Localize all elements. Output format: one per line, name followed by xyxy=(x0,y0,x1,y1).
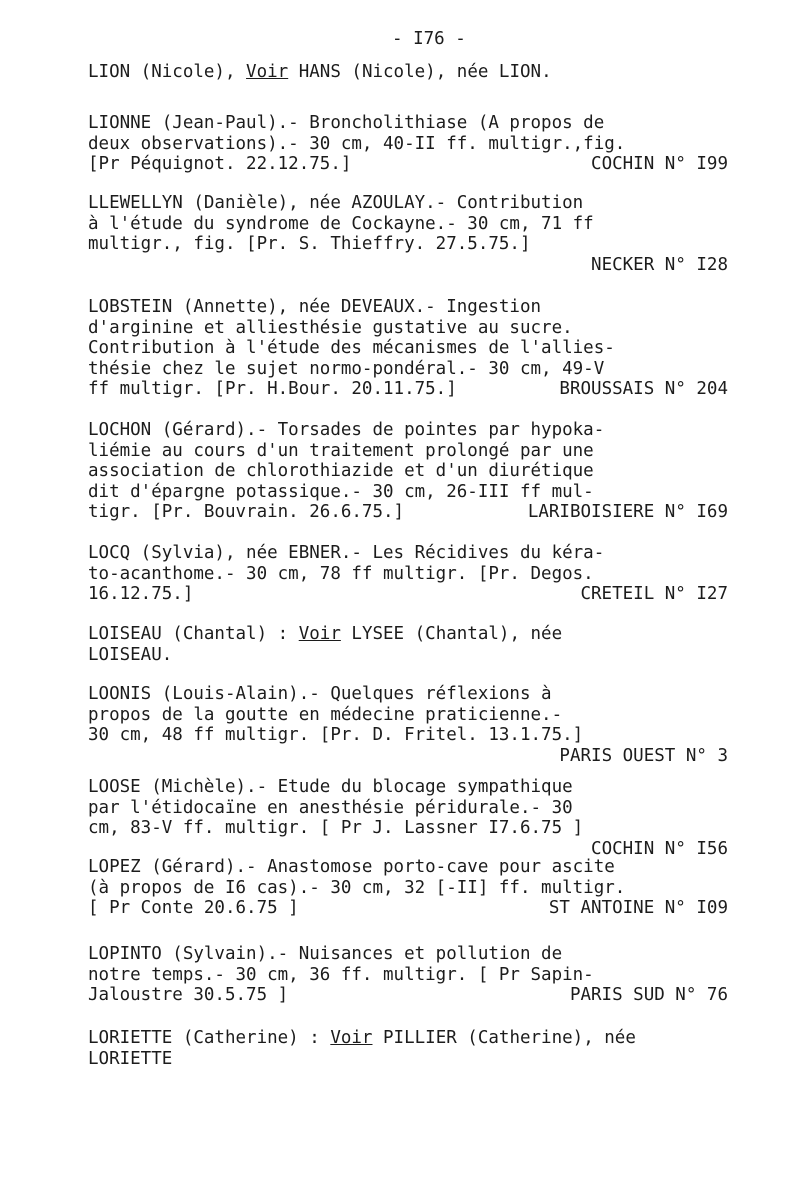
entry-llewellyn xyxy=(88,193,728,275)
entry-text: LORIETTE xyxy=(88,1048,173,1069)
entry-line xyxy=(88,502,728,523)
entry-line xyxy=(88,379,728,400)
entry-lobstein xyxy=(88,297,728,400)
entry-text: LOCHON (Gérard).- Torsades de pointes par hypoka- xyxy=(88,420,605,440)
entry-text: notre temps.- 30 cm, 36 ff. multigr. [ Pr Sapin- xyxy=(88,964,594,985)
entry-line xyxy=(88,584,728,605)
entry-text: deux observations).- 30 cm, 40-II ff. multigr.,fig. xyxy=(88,133,626,154)
entry-text: tigr. [Pr. Bouvrain. 26.6.75.] xyxy=(88,502,405,522)
entry-line xyxy=(88,1049,728,1070)
entry-text: association de chlorothiazide et d'un diurétique xyxy=(88,461,594,481)
entry-text: (à propos de I6 cas).- 30 cm, 32 [-II] ff. multigr. xyxy=(88,877,626,898)
location-shelfmark: ST ANTOINE N° I09 xyxy=(548,898,728,918)
entry-line xyxy=(88,684,728,705)
entry-loriette xyxy=(88,1028,728,1069)
entry-line xyxy=(88,944,728,965)
entry-line xyxy=(88,985,728,1006)
entry-line xyxy=(88,113,728,134)
entry-line xyxy=(88,154,728,175)
entry-line xyxy=(88,214,728,235)
entry-line xyxy=(88,134,728,155)
entry-text: Jaloustre 30.5.75 ] xyxy=(88,985,289,1005)
entry-text: to-acanthome.- 30 cm, 78 ff multigr. [Pr. Degos. xyxy=(88,563,594,584)
entry-line xyxy=(88,297,728,318)
entry-lionne xyxy=(88,113,728,175)
entry-line xyxy=(88,318,728,339)
entry-line xyxy=(88,420,728,441)
entry-text: LOONIS (Louis-Alain).- Quelques réflexions à xyxy=(88,684,552,704)
entry-text: cm, 83-V ff. multigr. [ Pr J. Lassner I7.6.75 ] xyxy=(88,818,584,838)
entry-text: LLEWELLYN (Danièle), née AZOULAY.- Contribution xyxy=(88,193,584,213)
page-number: - I76 - xyxy=(392,29,466,49)
entry-lopez xyxy=(88,857,728,919)
entry-line xyxy=(88,62,728,83)
entry-line xyxy=(88,798,728,819)
entry-line xyxy=(88,705,728,726)
entry-line xyxy=(88,878,728,899)
location-shelfmark: COCHIN N° I56 xyxy=(591,838,728,859)
entry-text: thésie chez le sujet normo-pondéral.- 30 cm, 49-V xyxy=(88,358,605,379)
entry-text: 30 cm, 48 ff multigr. [Pr. D. Fritel. 13.1.75.] xyxy=(88,725,584,745)
entry-text: PILLIER (Catherine), née xyxy=(372,1028,636,1048)
entry-loonis xyxy=(88,684,728,766)
entry-locq xyxy=(88,543,728,605)
entry-line xyxy=(88,725,728,746)
entry-text: LOOSE (Michèle).- Etude du blocage sympathique xyxy=(88,777,573,797)
voir-reference: Voir xyxy=(330,1028,373,1048)
location-shelfmark: COCHIN N° I99 xyxy=(591,154,728,174)
location-shelfmark: PARIS OUEST N° 3 xyxy=(559,745,728,766)
entry-text: 16.12.75.] xyxy=(88,584,194,604)
entry-text: LOBSTEIN (Annette), née DEVEAUX.- Ingestion xyxy=(88,297,542,317)
entry-loiseau xyxy=(88,624,728,665)
entry-line xyxy=(88,777,728,798)
location-shelfmark: LARIBOISIERE N° I69 xyxy=(527,502,728,522)
entry-text: LOPINTO (Sylvain).- Nuisances et pollution de xyxy=(88,944,563,964)
entry-line xyxy=(88,359,728,380)
entry-line xyxy=(88,338,728,359)
location-shelfmark: PARIS SUD N° 76 xyxy=(569,985,728,1005)
entry-text: LOPEZ (Gérard).- Anastomose porto-cave pour ascite xyxy=(88,857,615,877)
entry-text: LYSEE (Chantal), née xyxy=(340,624,563,644)
entry-text: ff multigr. [Pr. H.Bour. 20.11.75.] xyxy=(88,379,457,399)
entry-text: [ Pr Conte 20.6.75 ] xyxy=(88,898,299,918)
voir-reference: Voir xyxy=(246,62,289,82)
entry-line xyxy=(88,441,728,462)
entry-line xyxy=(88,543,728,564)
entry-text: LOISEAU. xyxy=(88,644,173,665)
entry-text: HANS (Nicole), née LION. xyxy=(288,62,552,82)
entry-line xyxy=(88,1028,728,1049)
entry-text: multigr., fig. [Pr. S. Thieffry. 27.5.75.] xyxy=(88,234,531,254)
entry-lopinto xyxy=(88,944,728,1006)
location-shelfmark: CRETEIL N° I27 xyxy=(580,584,728,604)
entry-lochon xyxy=(88,420,728,523)
entry-text: LIONNE (Jean-Paul).- Broncholithiase (A propos de xyxy=(88,113,605,133)
entry-line xyxy=(88,461,728,482)
entry-text: LION (Nicole), xyxy=(88,62,247,82)
entry-line xyxy=(88,624,728,645)
entry-text: dit d'épargne potassique.- 30 cm, 26-III ff mul- xyxy=(88,481,594,502)
entry-line xyxy=(88,965,728,986)
entry-loose xyxy=(88,777,728,859)
location-shelfmark: NECKER N° I28 xyxy=(591,254,728,275)
entry-line xyxy=(88,482,728,503)
entry-line xyxy=(88,818,728,839)
entry-text: propos de la goutte en médecine praticienne.- xyxy=(88,704,563,725)
entry-line xyxy=(88,645,728,666)
entry-line xyxy=(88,234,728,255)
location-shelfmark: BROUSSAIS N° 204 xyxy=(559,379,728,399)
entry-text: LORIETTE (Catherine) : xyxy=(88,1028,331,1048)
entry-line xyxy=(88,564,728,585)
entry-text: à l'étude du syndrome de Cockayne.- 30 cm, 71 ff xyxy=(88,213,594,234)
entry-lion xyxy=(88,62,728,83)
entry-line xyxy=(88,857,728,878)
entry-text: LOCQ (Sylvia), née EBNER.- Les Récidives du kéra- xyxy=(88,543,605,563)
entry-text: [Pr Péquignot. 22.12.75.] xyxy=(88,154,352,174)
entry-line xyxy=(88,193,728,214)
entry-text: d'arginine et alliesthésie gustative au sucre. xyxy=(88,317,573,338)
entry-text: liémie au cours d'un traitement prolongé par une xyxy=(88,440,594,461)
voir-reference: Voir xyxy=(298,624,341,644)
entry-text: Contribution à l'étude des mécanismes de l'allies- xyxy=(88,338,615,358)
entry-text: LOISEAU (Chantal) : xyxy=(88,624,299,644)
entry-line xyxy=(88,898,728,919)
entry-text: par l'étidocaïne en anesthésie péridurale.- 30 xyxy=(88,797,573,818)
